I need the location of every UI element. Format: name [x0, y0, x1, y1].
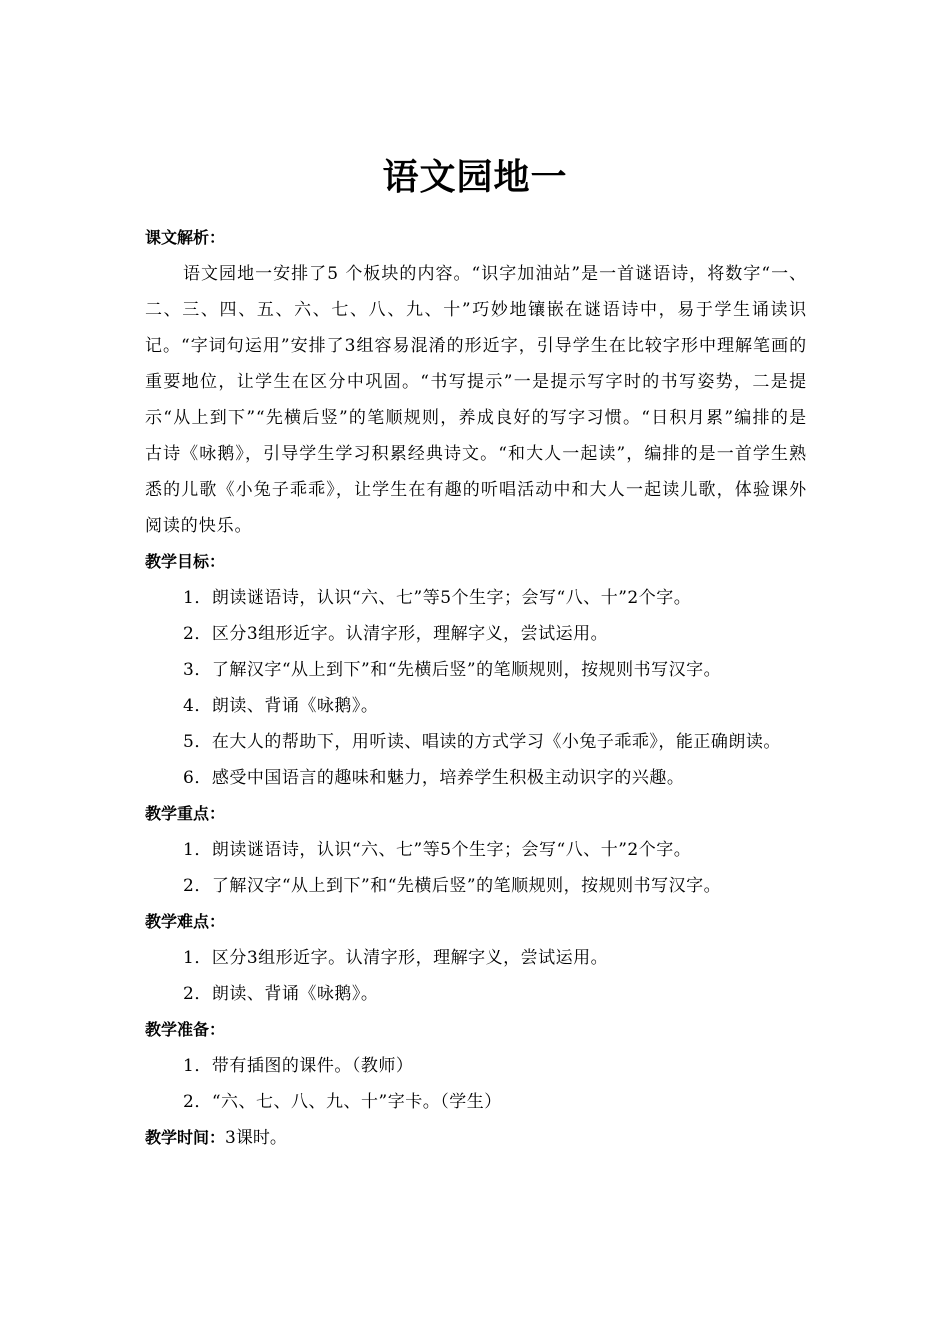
difficulties-heading: 教学难点：	[145, 912, 226, 931]
key-point-item: 1．朗读谜语诗，认识“六、七”等5个生字；会写“八、十”2个字。	[183, 840, 692, 860]
analysis-heading: 课文解析：	[145, 228, 226, 247]
difficulty-item: 1．区分3组形近字。认清字形，理解字义，尝试运用。	[183, 948, 609, 968]
page-title: 语文园地一	[382, 157, 568, 198]
document-body	[145, 220, 807, 1156]
goals-heading: 教学目标：	[145, 552, 226, 571]
key-point-item: 2．了解汉字“从上到下”和“先横后竖”的笔顺规则，按规则书写汉字。	[183, 876, 722, 896]
goal-item: 6．感受中国语言的趣味和魅力，培养学生积极主动识字的兴趣。	[183, 768, 685, 788]
preparation-heading: 教学准备：	[145, 1020, 226, 1039]
goal-item: 4．朗读、背诵《咏鹅》。	[183, 696, 379, 716]
time-line	[145, 1120, 807, 1156]
goal-item: 5．在大人的帮助下，用听读、唱读的方式学习《小兔子乖乖》，能正确朗读。	[183, 732, 781, 752]
goal-item: 1．朗读谜语诗，认识“六、七”等5个生字；会写“八、十”2个字。	[183, 588, 692, 608]
time-value: 3课时。	[225, 1128, 287, 1148]
key-points-heading: 教学重点：	[145, 804, 226, 823]
time-label: 教学时间：	[145, 1128, 226, 1147]
analysis-paragraph: 语文园地一安排了5 个板块的内容。“识字加油站”是一首谜语诗，将数字“一、二、三、四、五、六、七、八、九、十”巧妙地镶嵌在谜语诗中，易于学生诵读识记。“字词句运用”安排了3组容易混淆的形近字，引导学生在比较字形中理解笔画的重要地位，让学生在区分中巩固。“书写提示”一是提示写字时的书写姿势，二是提示“从上到下”“先横后竖”的笔顺规则，养成良好的写字习惯。“日积月累”编排的是古诗《咏鹅》，引导学生学习积累经典诗文。“和大人一起读”，编排的是一首学生熟悉的儿歌《小兔子乖乖》，让学生在有趣的听唱活动中和大人一起读儿歌，体验课外阅读的快乐。	[145, 264, 807, 536]
preparation-item: 2．“六、七、八、九、十”字卡。（学生）	[183, 1092, 502, 1112]
difficulty-item: 2．朗读、背诵《咏鹅》。	[183, 984, 379, 1004]
preparation-item: 1．带有插图的课件。（教师）	[183, 1056, 414, 1076]
goal-item: 3．了解汉字“从上到下”和“先横后竖”的笔顺规则，按规则书写汉字。	[183, 660, 722, 680]
goal-item: 2．区分3组形近字。认清字形，理解字义，尝试运用。	[183, 624, 609, 644]
